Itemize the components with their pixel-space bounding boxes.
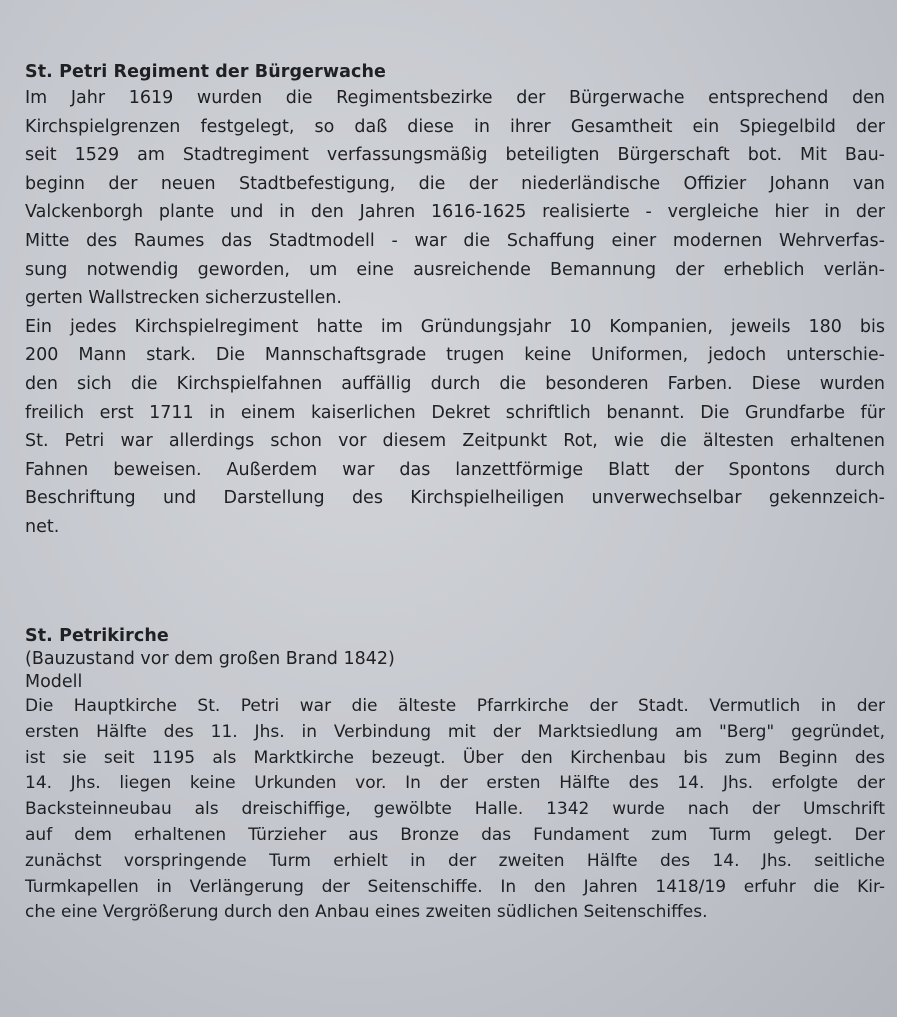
text-line: che eine Vergrößerung durch den Anbau eines zweiten südlichen Seitenschiffes. <box>25 902 708 923</box>
text-line: Kirchspielgrenzen festgelegt, so daß diese in ihrer Gesamtheit ein Spiegelbild der <box>25 116 885 137</box>
section-petrikirche-body <box>25 694 885 926</box>
text-line: freilich erst 1711 in einem kaiserlichen Dekret schriftlich benannt. Die Grundfarbe für <box>25 402 885 423</box>
text-line: gerten Wallstrecken sicherzustellen. <box>25 288 342 309</box>
text-line: 14. Jhs. liegen keine Urkunden vor. In der ersten Hälfte des 14. Jhs. erfolgte der <box>25 773 885 794</box>
text-line: ist sie seit 1195 als Marktkirche bezeugt. Über den Kirchenbau bis zum Beginn des <box>25 747 885 768</box>
text-line: 200 Mann stark. Die Mannschaftsgrade trugen keine Uniformen, jedoch unterschie- <box>25 345 885 366</box>
section-petrikirche <box>25 624 885 926</box>
text-line: sung notwendig geworden, um eine ausreichende Bemannung der erheblich verlän- <box>25 259 885 280</box>
text-line: Fahnen beweisen. Außerdem war das lanzettförmige Blatt der Spontons durch <box>25 459 885 480</box>
text-line: Beschriftung und Darstellung des Kirchspielheiligen unverwechselbar gekennzeich- <box>25 488 885 509</box>
text-line: Backsteinneubau als dreischiffige, gewölbte Halle. 1342 wurde nach der Umschrift <box>25 799 885 820</box>
section-regiment <box>25 60 885 542</box>
text-line: Ein jedes Kirchspielregiment hatte im Gründungsjahr 10 Kompanien, jeweils 180 bis <box>25 316 885 337</box>
text-line: seit 1529 am Stadtregiment verfassungsmäßig beteiligten Bürgerschaft bot. Mit Bau- <box>25 145 885 166</box>
section-regiment-body <box>25 84 885 542</box>
text-line: Im Jahr 1619 wurden die Regimentsbezirke der Bürgerwache entsprechend den <box>25 88 885 108</box>
text-line: Mitte des Raumes das Stadtmodell - war die Schaffung einer modernen Wehrverfas- <box>25 230 885 251</box>
section-petrikirche-type: Modell <box>25 672 83 692</box>
section-petrikirche-title: St. Petrikirche <box>25 626 169 646</box>
text-line: den sich die Kirchspielfahnen auffällig durch die besonderen Farben. Diese wurden <box>25 373 885 394</box>
text-line: zunächst vorspringende Turm erhielt in der zweiten Hälfte des 14. Jhs. seitliche <box>25 850 885 871</box>
text-line: Valckenborgh plante und in den Jahren 1616-1625 realisierte - vergleiche hier in der <box>25 202 885 223</box>
section-regiment-title: St. Petri Regiment der Bürgerwache <box>25 62 387 82</box>
section-petrikirche-subtitle: (Bauzustand vor dem großen Brand 1842) <box>25 649 395 669</box>
text-line: auf dem erhaltenen Türzieher aus Bronze das Fundament zum Turm gelegt. Der <box>25 824 885 845</box>
text-line: Turmkapellen in Verlängerung der Seitenschiffe. In den Jahren 1418/19 erfuhr die Kir- <box>25 876 885 897</box>
text-line: St. Petri war allerdings schon vor diesem Zeitpunkt Rot, wie die ältesten erhaltenen <box>25 431 885 452</box>
text-line: Die Hauptkirche St. Petri war die älteste Pfarrkirche der Stadt. Vermutlich in der <box>25 696 885 716</box>
text-line: net. <box>25 516 60 537</box>
text-line: beginn der neuen Stadtbefestigung, die der niederländische Offizier Johann van <box>25 173 885 194</box>
text-line: ersten Hälfte des 11. Jhs. in Verbindung mit der Marktsiedlung am "Berg" gegründet, <box>25 721 885 742</box>
